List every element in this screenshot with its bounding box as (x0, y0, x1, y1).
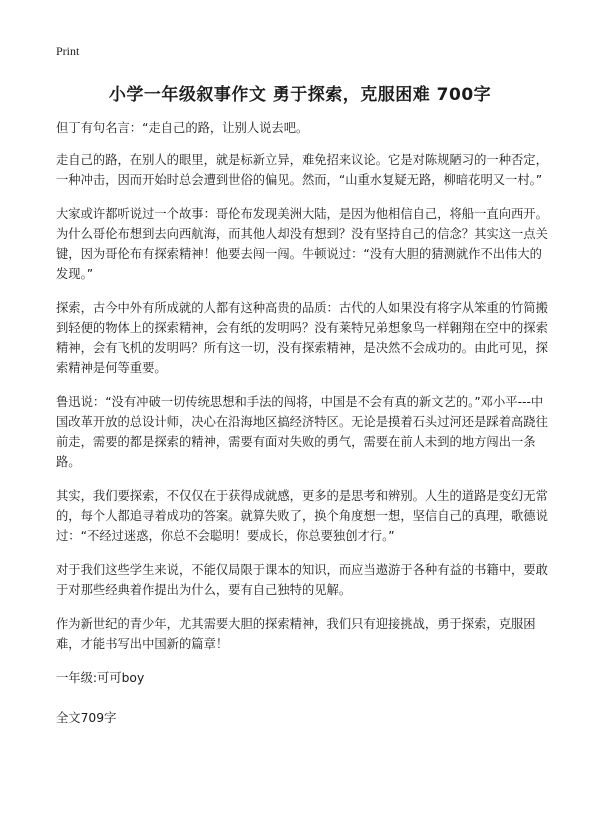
paragraph-students: 对于我们这些学生来说，不能仅局限于课本的知识，而应当遨游于各种有益的书籍中，要敢于对那些经典着作提出为什么，要有自己独特的见解。 (56, 563, 548, 597)
paragraph-luxun: 鲁迅说：“没有冲破一切传统思想和手法的闯将，中国是不会有真的新文艺的。”邓小平---中国改革开放的总设计师，决心在沿海地区搞经济特区。无论是摸着石头过河还是踩着高跷往前走，需要的都是探索的精神，需要有面对失败的勇气，需要在前人未到的地方闯出一条路。 (56, 395, 548, 469)
paragraph-quote: 但丁有句名言：“走自己的路，让别人说去吧。 (56, 121, 309, 135)
print-link[interactable]: Print (56, 44, 80, 58)
author-line: 一年级:可可boy (56, 671, 145, 685)
paragraph-thinking: 其实，我们要探索，不仅仅在于获得成就感，更多的是思考和辨别。人生的道路是变幻无常的，每个人都追寻着成功的答案。就算失败了，换个角度想一想，坚信自己的真理，歌德说过：“不经过迷惑，你总不会聪明！要成长，你总要独创才行。” (56, 489, 548, 543)
paragraph-own-path: 走自己的路，在别人的眼里，就是标新立异，难免招来议论。它是对陈规陋习的一种否定，一种冲击，因而开始时总会遭到世俗的偏见。然而，“山重水复疑无路，柳暗花明又一村。” (56, 153, 548, 187)
word-count: 全文709字 (56, 711, 117, 725)
article-body (56, 118, 548, 728)
paragraph-exploration: 探索，古今中外有所成就的人都有这种高贵的品质：古代的人如果没有将字从笨重的竹简搬到轻便的物体上的探索精神，会有纸的发明吗？没有莱特兄弟想象鸟一样翱翔在空中的探索精神，会有飞机的发明吗？所有这一切，没有探索精神，是决然不会成功的。由此可见，探索精神是何等重要。 (56, 301, 548, 375)
paragraph-conclusion: 作为新世纪的青少年，尤其需要大胆的探索精神，我们只有迎接挑战，勇于探索，克服困难，才能书写出中国新的篇章！ (56, 617, 536, 651)
article-title: 小学一年级叙事作文 勇于探索，克服困难 700字 (108, 85, 492, 105)
paragraph-columbus: 大家或许都听说过一个故事：哥伦布发现美洲大陆，是因为他相信自己，将船一直向西开。为什么哥伦布想到去向西航海，而其他人却没有想到？没有坚持自己的信念？其实这一点关键，因为哥伦布有探索精神！他要去闯一闯。牛顿说过：“没有大胆的猜测就作不出伟大的发现。” (56, 207, 548, 281)
